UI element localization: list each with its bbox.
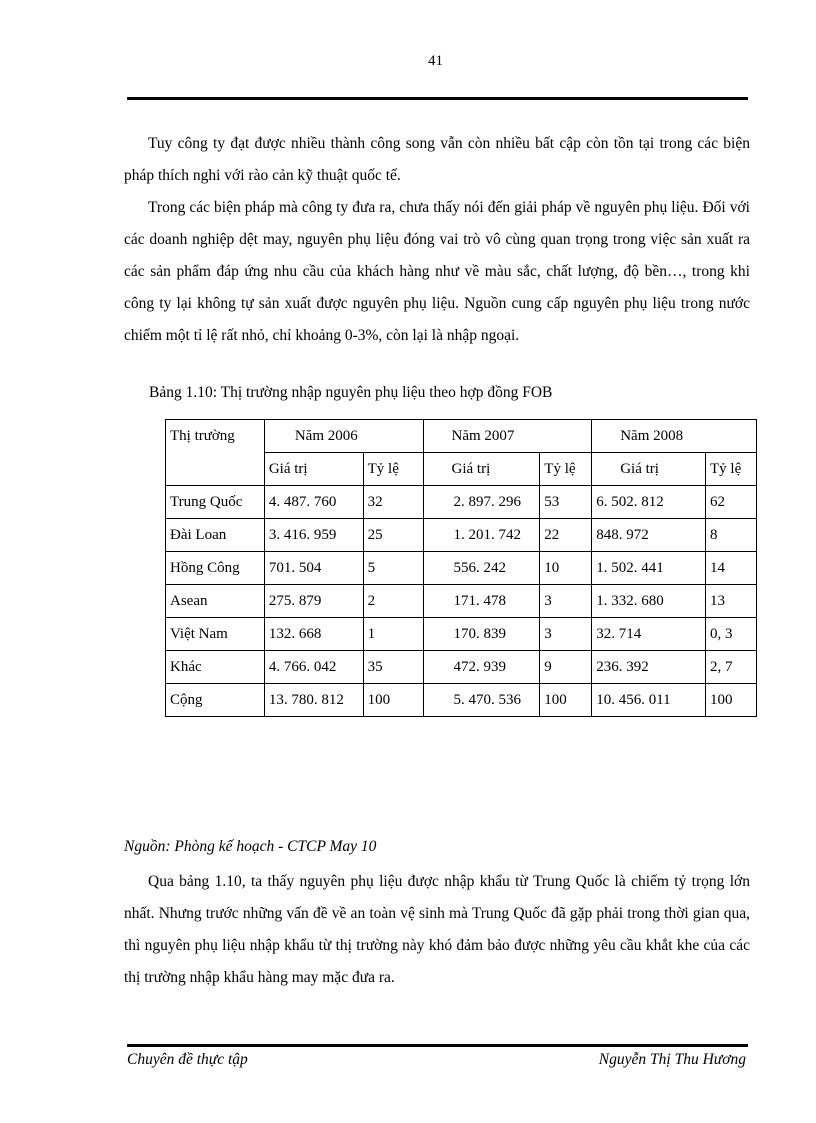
table-row [166,618,757,651]
value-cell: 1. 502. 441 [592,552,706,585]
value-cell: 236. 392 [592,651,706,684]
value-cell: 4. 766. 042 [264,651,363,684]
subheader-ratio-2008: Tỷ lệ [706,453,757,486]
subheader-value-2007: Giá trị [423,453,540,486]
value-cell: 848. 972 [592,519,706,552]
value-cell: 556. 242 [423,552,540,585]
table-row [166,651,757,684]
ratio-cell: 53 [540,486,592,519]
subheader-ratio-2006: Tỷ lệ [363,453,423,486]
subheader-value-2008: Giá trị [592,453,706,486]
ratio-cell: 0, 3 [706,618,757,651]
value-cell: 701. 504 [264,552,363,585]
ratio-cell: 100 [363,684,423,717]
table-row [166,585,757,618]
fob-import-table [165,419,757,717]
ratio-cell: 3 [540,618,592,651]
market-cell: Hồng Công [166,552,265,585]
ratio-cell: 35 [363,651,423,684]
value-cell: 6. 502. 812 [592,486,706,519]
value-cell: 4. 487. 760 [264,486,363,519]
value-cell: 13. 780. 812 [264,684,363,717]
subheader-value-2006: Giá trị [264,453,363,486]
header-year-2006: Năm 2006 [264,420,423,453]
ratio-cell: 62 [706,486,757,519]
ratio-cell: 2 [363,585,423,618]
header-rule [127,97,748,100]
value-cell: 2. 897. 296 [423,486,540,519]
value-cell: 3. 416. 959 [264,519,363,552]
header-market: Thị trường [166,420,265,486]
ratio-cell: 14 [706,552,757,585]
footer-document-type: Chuyên đề thực tập [127,1051,248,1068]
ratio-cell: 22 [540,519,592,552]
value-cell: 5. 470. 536 [423,684,540,717]
ratio-cell: 100 [706,684,757,717]
ratio-cell: 5 [363,552,423,585]
market-cell: Việt Nam [166,618,265,651]
ratio-cell: 9 [540,651,592,684]
market-cell: Khác [166,651,265,684]
ratio-cell: 25 [363,519,423,552]
value-cell: 170. 839 [423,618,540,651]
table-total-row [166,684,757,717]
table-row [166,486,757,519]
value-cell: 32. 714 [592,618,706,651]
market-cell: Trung Quốc [166,486,265,519]
ratio-cell: 1 [363,618,423,651]
ratio-cell: 13 [706,585,757,618]
ratio-cell: 32 [363,486,423,519]
subheader-ratio-2007: Tỷ lệ [540,453,592,486]
footer-rule [127,1044,748,1047]
table-header-row [166,420,757,453]
header-year-2008: Năm 2008 [592,420,757,453]
paragraph-3: Qua bảng 1.10, ta thấy nguyên phụ liệu được nhập khẩu từ Trung Quốc là chiếm tỷ trọng lớn nhất. Nhưng trước những vấn đề về an toàn vệ sinh mà Trung Quốc đã gặp phải trong thời gian qua, thì nguyên phụ liệu nhập khẩu từ thị trường này khó đảm bảo được những yêu cầu khắt khe của các thị trường nhập khẩu hàng may mặc đưa ra. [124,873,750,986]
market-cell: Đài Loan [166,519,265,552]
table-caption: Bảng 1.10: Thị trường nhập nguyên phụ liệu theo hợp đồng FOB [149,384,553,401]
value-cell: 1. 201. 742 [423,519,540,552]
value-cell: 171. 478 [423,585,540,618]
ratio-cell: 3 [540,585,592,618]
paragraph-1: Tuy công ty đạt được nhiều thành công song vẫn còn nhiều bất cập còn tồn tại trong các biện pháp thích nghi với rào cản kỹ thuật quốc tế. [124,135,750,184]
table-row [166,552,757,585]
ratio-cell: 100 [540,684,592,717]
ratio-cell: 8 [706,519,757,552]
value-cell: 1. 332. 680 [592,585,706,618]
value-cell: 10. 456. 011 [592,684,706,717]
value-cell: 275. 879 [264,585,363,618]
value-cell: 472. 939 [423,651,540,684]
market-cell: Asean [166,585,265,618]
table-row [166,519,757,552]
market-cell: Cộng [166,684,265,717]
footer-author: Nguyễn Thị Thu Hương [598,1051,746,1068]
table-source-note: Nguồn: Phòng kế hoạch - CTCP May 10 [124,838,377,855]
ratio-cell: 2, 7 [706,651,757,684]
page-number: 41 [428,53,443,69]
paragraph-2: Trong các biện pháp mà công ty đưa ra, chưa thấy nói đến giải pháp về nguyên phụ liệu. Đối với các doanh nghiệp dệt may, nguyên phụ liệu đóng vai trò vô cùng quan trọng trong việc sản xuất ra các sản phẩm đáp ứng nhu cầu của khách hàng như về màu sắc, chất lượng, độ bền…, trong khi công ty lại không tự sản xuất được nguyên phụ liệu. Nguồn cung cấp nguyên phụ liệu trong nước chiếm một tỉ lệ rất nhỏ, chỉ khoảng 0-3%, còn lại là nhập ngoại. [124,199,750,344]
value-cell: 132. 668 [264,618,363,651]
ratio-cell: 10 [540,552,592,585]
header-year-2007: Năm 2007 [423,420,592,453]
